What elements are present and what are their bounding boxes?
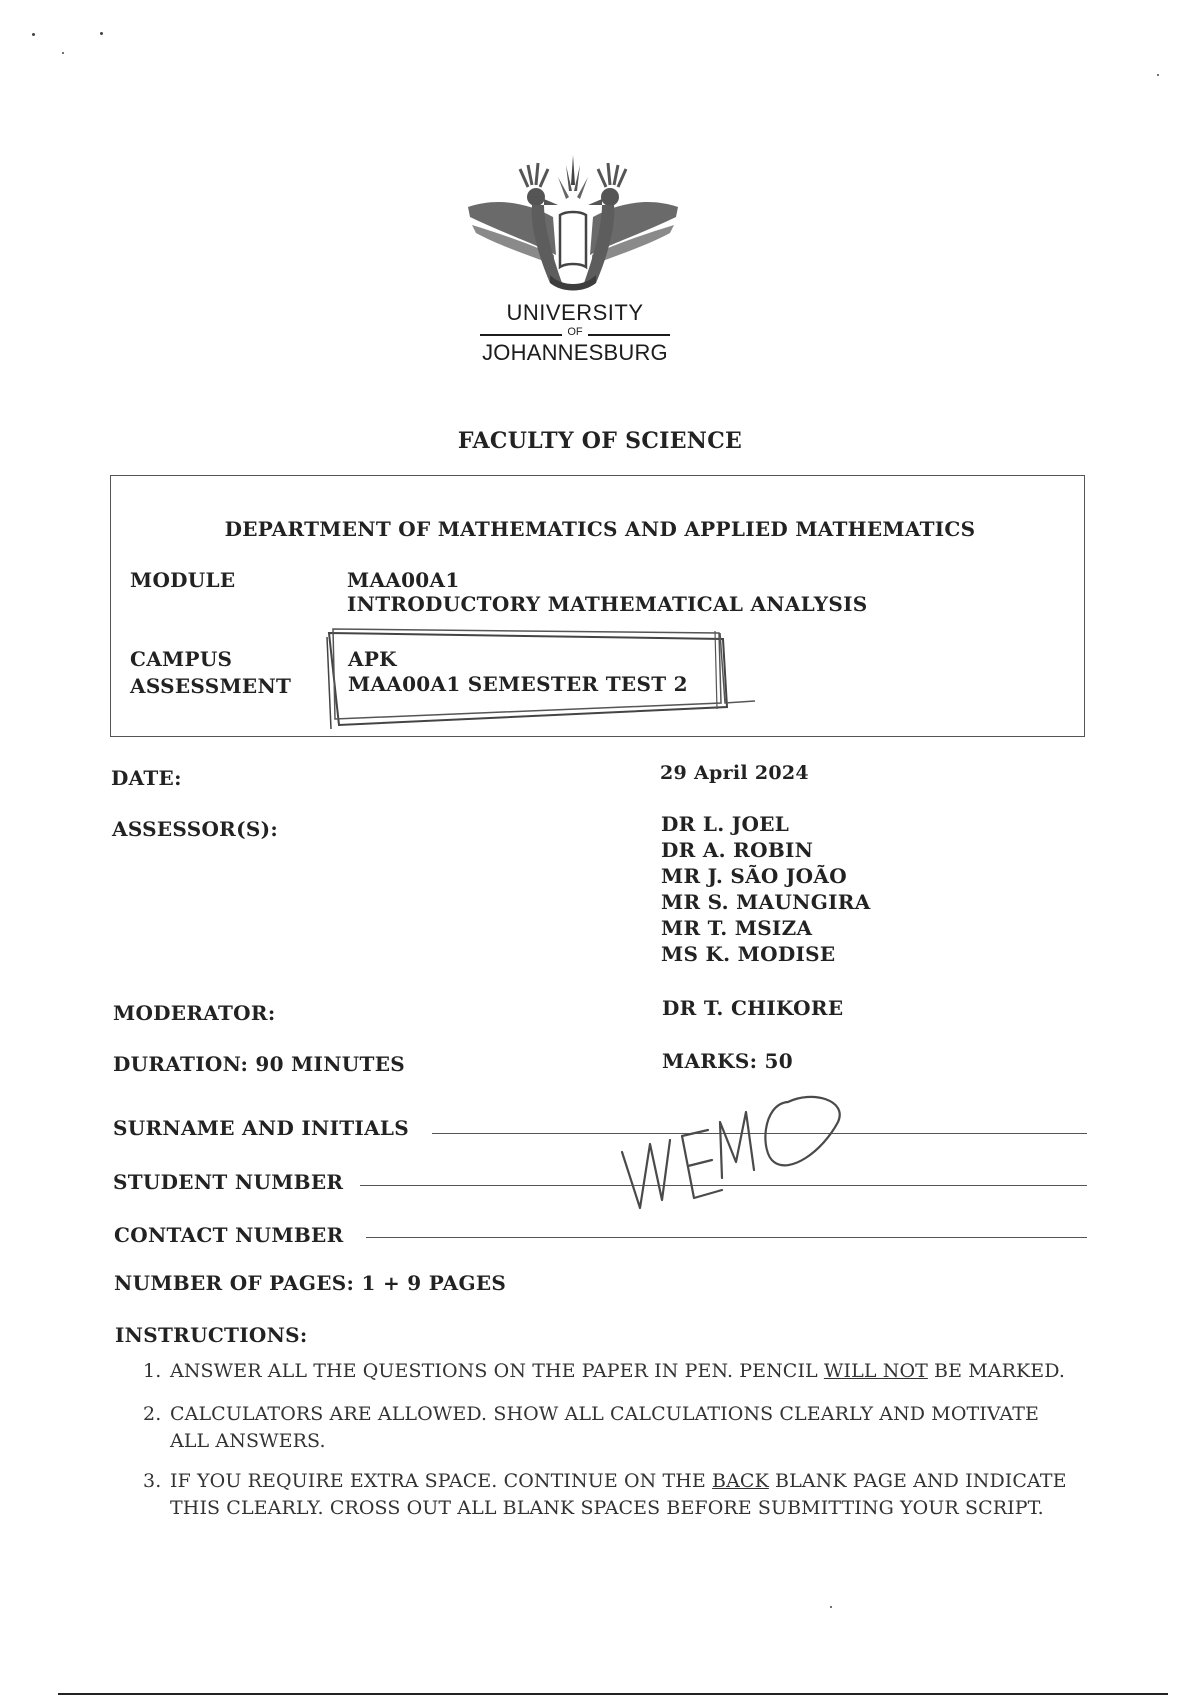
marks-text: MARKS: 50 (662, 1049, 793, 1073)
number-of-pages: NUMBER OF PAGES: 1 + 9 PAGES (114, 1271, 507, 1295)
date-value: 29 April 2024 (660, 762, 809, 784)
assessment-value: MAA00A1 SEMESTER TEST 2 (348, 672, 688, 696)
assessor-name: DR L. JOEL (661, 812, 790, 836)
campus-label: CAMPUS (130, 647, 233, 671)
instruction-text: THIS CLEARLY. CROSS OUT ALL BLANK SPACES BEFORE SUBMITTING YOUR SCRIPT. (170, 1497, 1044, 1519)
instruction-underlined: BACK (712, 1470, 769, 1492)
department-title: DEPARTMENT OF MATHEMATICS AND APPLIED MATHEMATICS (224, 517, 976, 541)
module-name: INTRODUCTORY MATHEMATICAL ANALYSIS (347, 592, 868, 616)
instruction-item (143, 1470, 1093, 1524)
instruction-item (143, 1360, 1093, 1386)
date-label: DATE: (111, 766, 182, 790)
scan-speck (100, 32, 103, 35)
module-code: MAA00A1 (347, 568, 460, 592)
student-number-label: STUDENT NUMBER (113, 1170, 344, 1194)
scan-speck (32, 33, 35, 36)
moderator-label: MODERATOR: (113, 1001, 276, 1025)
scan-speck (1157, 74, 1159, 76)
contact-number-field-line[interactable] (366, 1237, 1087, 1238)
instruction-number: 1. (143, 1360, 162, 1382)
instruction-number: 3. (143, 1470, 162, 1492)
page-bottom-rule (58, 1693, 1168, 1695)
surname-label: SURNAME AND INITIALS (113, 1116, 410, 1140)
module-label: MODULE (130, 568, 236, 592)
assessor-name: MR J. SÃO JOÃO (661, 864, 847, 888)
campus-value: APK (348, 647, 397, 671)
instruction-text: IF YOU REQUIRE EXTRA SPACE. CONTINUE ON THE (170, 1470, 713, 1492)
instruction-item (143, 1403, 1093, 1457)
memo-handwriting-icon (612, 1082, 852, 1222)
university-of-text: OF (567, 326, 583, 338)
scan-speck (830, 1606, 832, 1608)
instruction-number: 2. (143, 1403, 162, 1425)
instruction-underlined: WILL NOT (823, 1360, 928, 1382)
faculty-title: FACULTY OF SCIENCE (457, 428, 743, 454)
assessment-label: ASSESSMENT (130, 674, 292, 698)
instruction-text: BE MARKED. (927, 1360, 1066, 1382)
moderator-value: DR T. CHIKORE (662, 996, 844, 1020)
assessor-name: DR A. ROBIN (661, 838, 814, 862)
assessors-label: ASSESSOR(S): (112, 817, 279, 841)
duration-text: DURATION: 90 MINUTES (113, 1052, 405, 1076)
university-emblem-icon (458, 155, 688, 295)
instruction-text: ANSWER ALL THE QUESTIONS ON THE PAPER IN PEN. PENCIL (170, 1360, 824, 1382)
instructions-heading: INSTRUCTIONS: (115, 1323, 308, 1347)
assessor-name: MR T. MSIZA (661, 916, 813, 940)
university-name-line3: JOHANNESBURG (482, 340, 668, 365)
instruction-text: CALCULATORS ARE ALLOWED. SHOW ALL CALCULATIONS CLEARLY AND MOTIVATE (170, 1403, 1039, 1425)
university-name-line1: UNIVERSITY (506, 300, 644, 325)
instruction-text: BLANK PAGE AND INDICATE (768, 1470, 1067, 1492)
contact-number-label: CONTACT NUMBER (114, 1223, 344, 1247)
assessor-name: MS K. MODISE (661, 942, 836, 966)
instruction-text: ALL ANSWERS. (170, 1430, 326, 1452)
scan-speck (62, 52, 64, 54)
assessor-name: MR S. MAUNGIRA (661, 890, 871, 914)
